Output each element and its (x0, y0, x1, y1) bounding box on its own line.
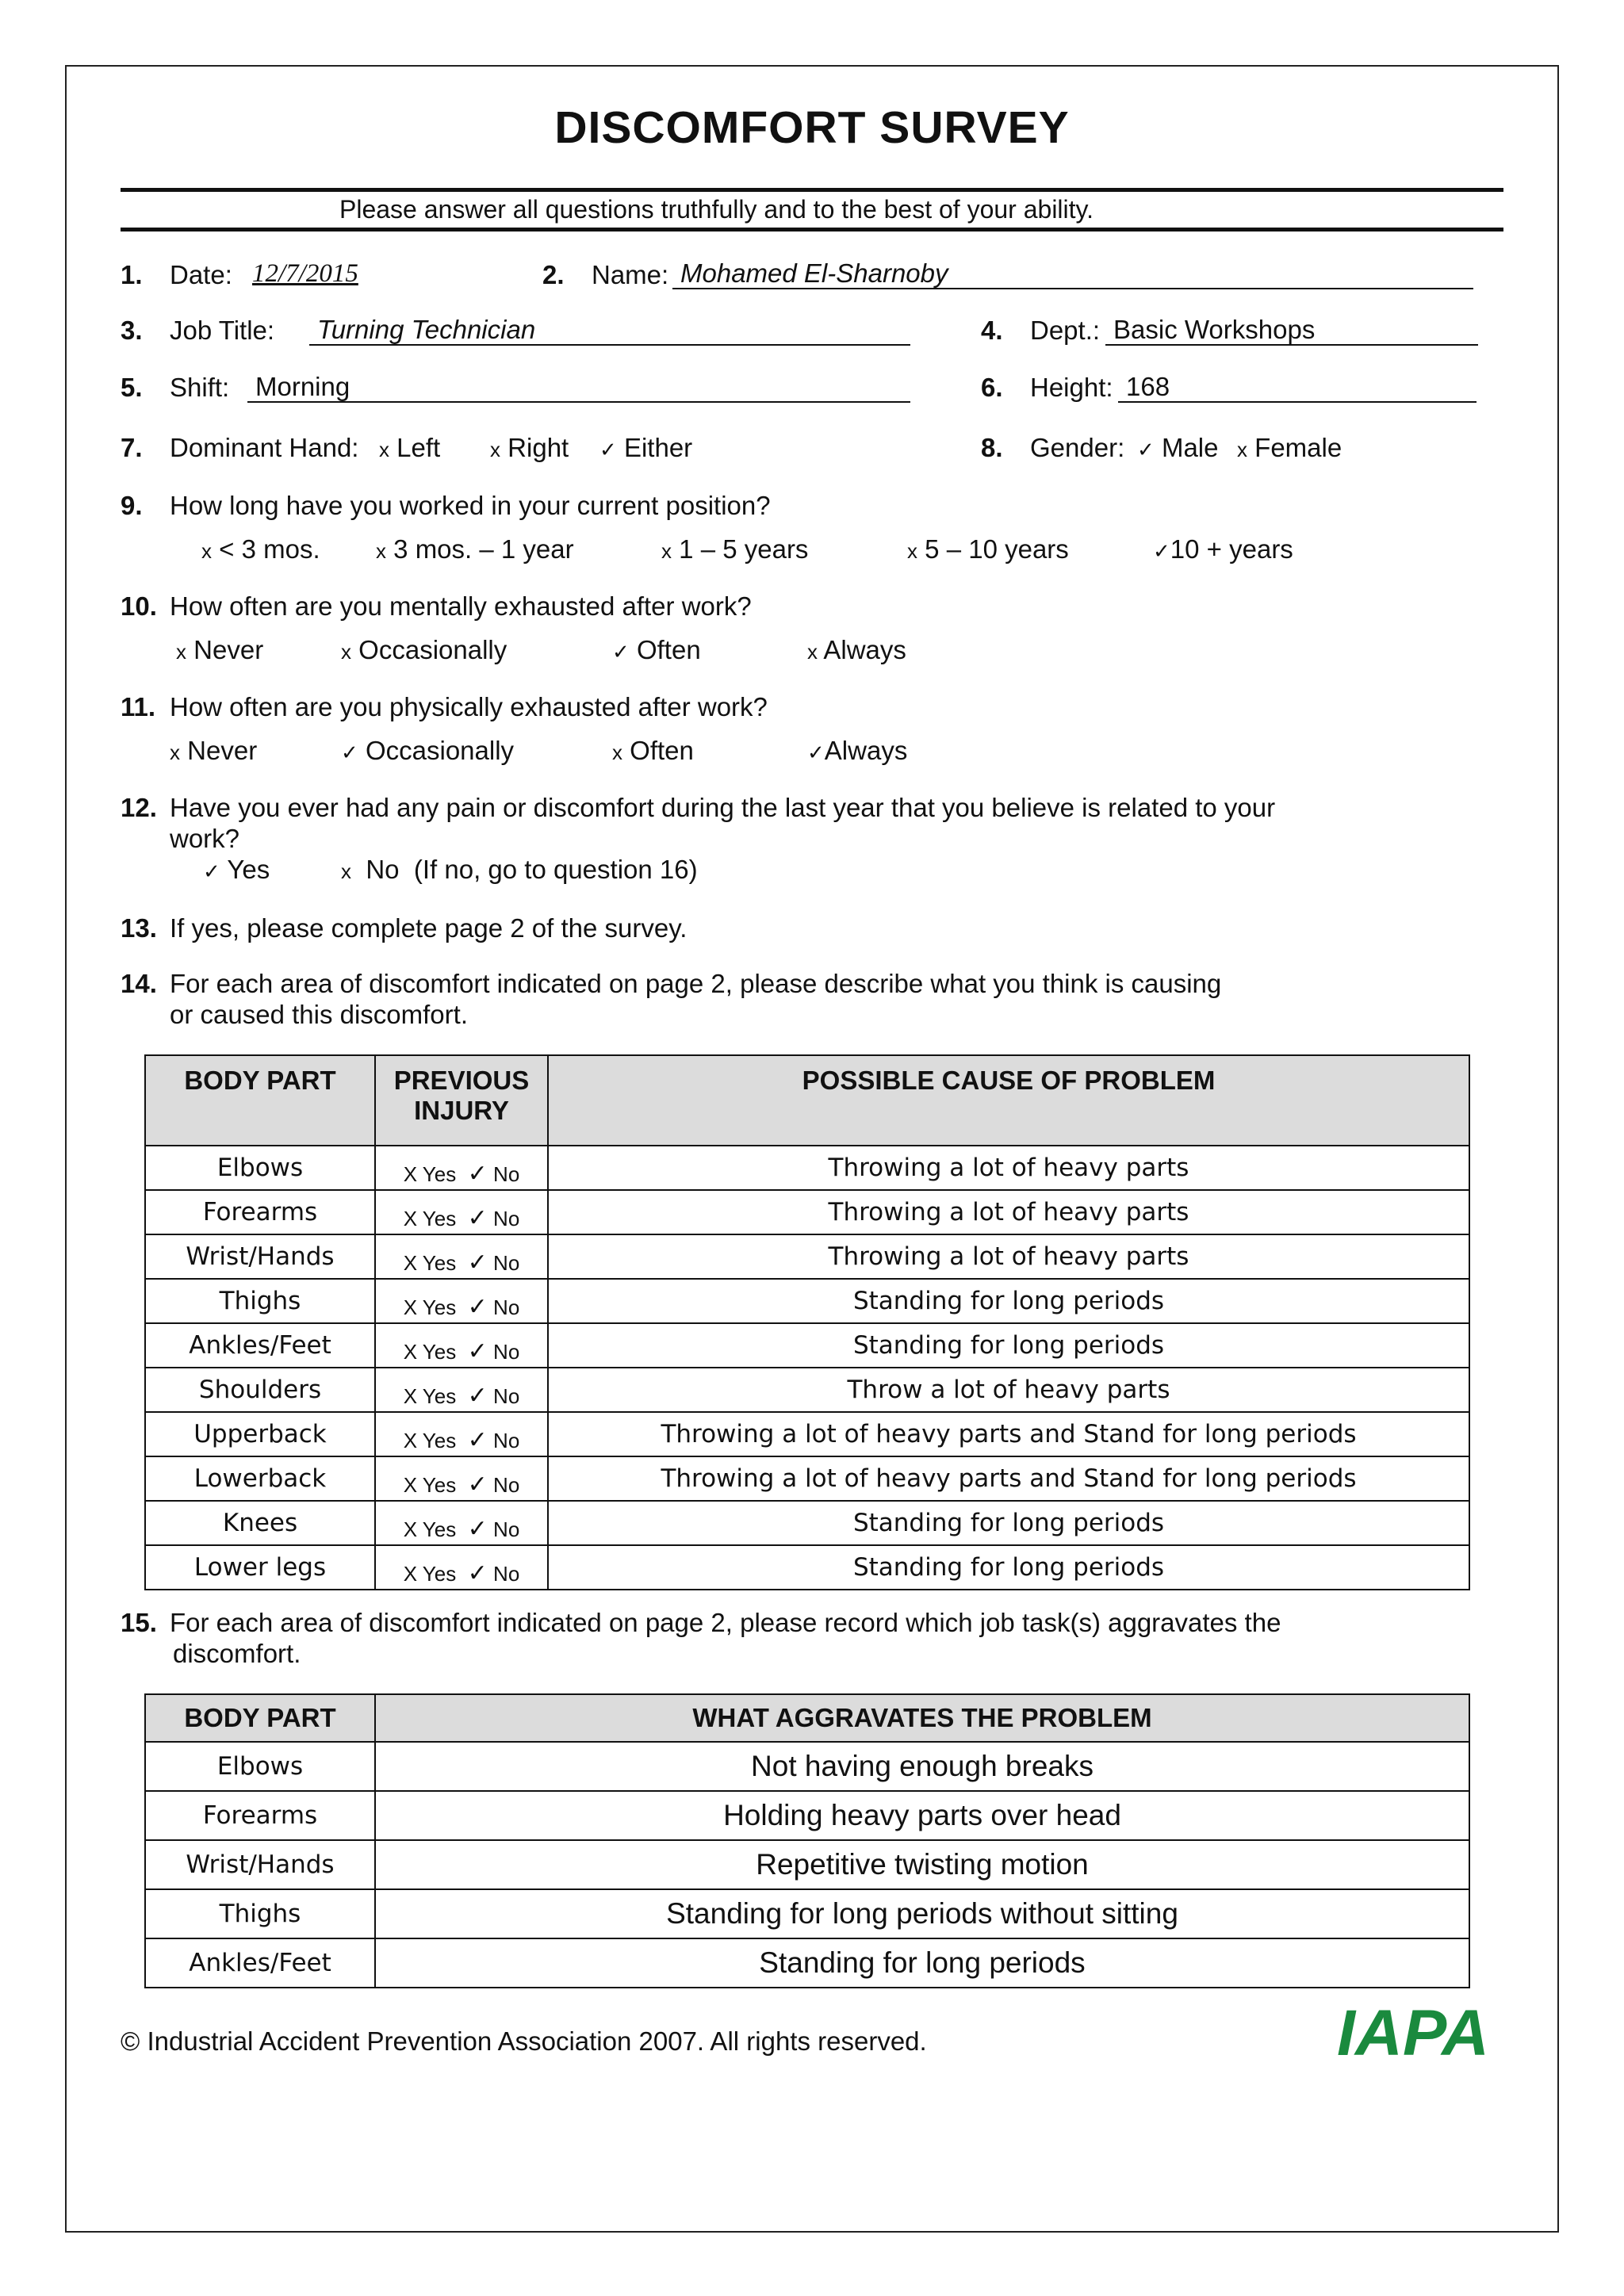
possible-cause-cell: Standing for long periods (548, 1323, 1469, 1368)
body-part-cell: Thighs (145, 1889, 375, 1938)
instructions: Please answer all questions truthfully and to the best of your ability. (339, 195, 1094, 224)
q2-label: 2. Name: (542, 260, 669, 289)
table-row (145, 1742, 1469, 1791)
previous-injury-cell[interactable] (375, 1545, 548, 1590)
yes-label: Yes (422, 1384, 457, 1408)
table-row (145, 1840, 1469, 1889)
q3-label: 3. Job Title: (121, 316, 275, 345)
cause-table-header (145, 1055, 1469, 1146)
previous-injury-cell[interactable] (375, 1501, 548, 1545)
no-label: No (493, 1473, 520, 1497)
svg-text:IAPA: IAPA (1337, 2001, 1489, 2064)
bottom-rule (121, 228, 1503, 232)
aggravation-table (144, 1693, 1470, 1988)
aggravation-table-header (145, 1694, 1469, 1742)
header-possible-cause: POSSIBLE CAUSE OF PROBLEM (548, 1055, 1469, 1146)
q12-label: 12. Have you ever had any pain or discomfort during the last year that you believe is related to your (121, 793, 1276, 822)
body-part-cell: Wrist/Hands (145, 1234, 375, 1279)
q15-label: 15. For each area of discomfort indicated on page 2, please record which job task(s) aggravates the (121, 1608, 1281, 1637)
yes-mark: X (403, 1384, 418, 1408)
physical-option-never[interactable]: x Never (170, 736, 258, 765)
dept-field[interactable]: Basic Workshops (1105, 314, 1478, 346)
body-part-cell: Elbows (145, 1742, 375, 1791)
body-part-cell: Upperback (145, 1412, 375, 1456)
no-label: No (493, 1517, 520, 1541)
possible-cause-cell: Standing for long periods (548, 1501, 1469, 1545)
body-part-cell: Elbows (145, 1146, 375, 1190)
yes-label: Yes (422, 1429, 457, 1452)
q14-label-cont: or caused this discomfort. (170, 1000, 468, 1029)
q12-label-cont: work? (170, 824, 240, 853)
no-label: No (493, 1340, 520, 1364)
yes-mark: X (403, 1207, 418, 1230)
no-label: No (493, 1295, 520, 1319)
table-row (145, 1190, 1469, 1234)
copyright-footer: © Industrial Accident Prevention Association 2007. All rights reserved. (121, 2026, 927, 2056)
no-mark: ✓ (467, 1294, 488, 1320)
table-row (145, 1368, 1469, 1412)
q5-label: 5. Shift: (121, 373, 230, 402)
q14-label: 14. For each area of discomfort indicated on page 2, please describe what you think is causing (121, 969, 1222, 998)
yes-label: Yes (422, 1295, 457, 1319)
table-row (145, 1279, 1469, 1323)
table-row (145, 1889, 1469, 1938)
no-mark: ✓ (467, 1161, 488, 1187)
yes-label: Yes (422, 1517, 457, 1541)
previous-injury-cell[interactable] (375, 1323, 548, 1368)
yes-mark: X (403, 1340, 418, 1364)
no-mark: ✓ (467, 1249, 488, 1276)
yes-label: Yes (422, 1340, 457, 1364)
page-title: DISCOMFORT SURVEY (554, 102, 1070, 153)
body-part-cell: Ankles/Feet (145, 1323, 375, 1368)
pain-option-no[interactable]: x No (If no, go to question 16) (341, 855, 698, 884)
previous-injury-cell[interactable] (375, 1412, 548, 1456)
physical-option-often[interactable]: x Often (612, 736, 694, 765)
top-rule (121, 188, 1503, 192)
date-field[interactable]: 12/7/2015 (252, 259, 358, 288)
aggravates-cell: Standing for long periods (375, 1938, 1469, 1988)
aggravates-cell: Standing for long periods without sitting (375, 1889, 1469, 1938)
table-row (145, 1938, 1469, 1988)
name-field[interactable]: Mohamed El-Sharnoby (672, 258, 1473, 289)
header-body-part: BODY PART (145, 1055, 375, 1146)
mental-option-never[interactable]: x Never (176, 635, 264, 664)
possible-cause-cell: Throwing a lot of heavy parts (548, 1190, 1469, 1234)
possible-cause-cell: Standing for long periods (548, 1279, 1469, 1323)
yes-mark: X (403, 1429, 418, 1452)
tenure-option-5[interactable]: ✓10 + years (1153, 534, 1293, 564)
body-part-cell: Forearms (145, 1190, 375, 1234)
table-row (145, 1545, 1469, 1590)
q4-label: 4. Dept.: (981, 316, 1101, 345)
yes-label: Yes (422, 1162, 457, 1186)
tenure-option-3[interactable]: x 1 – 5 years (661, 534, 809, 564)
no-label: No (493, 1207, 520, 1230)
possible-cause-cell: Throwing a lot of heavy parts and Stand for long periods (548, 1456, 1469, 1501)
yes-label: Yes (422, 1473, 457, 1497)
body-part-cell: Ankles/Feet (145, 1938, 375, 1988)
no-mark: ✓ (467, 1516, 488, 1542)
no-label: No (493, 1384, 520, 1408)
hand-option-left[interactable]: x Left (379, 433, 441, 462)
table-row (145, 1501, 1469, 1545)
body-part-cell: Forearms (145, 1791, 375, 1840)
yes-mark: X (403, 1162, 418, 1186)
table-row (145, 1323, 1469, 1368)
header-aggravates: WHAT AGGRAVATES THE PROBLEM (375, 1694, 1469, 1742)
mental-option-often[interactable]: ✓ Often (612, 635, 701, 664)
iapa-logo (1334, 2001, 1492, 2064)
yes-mark: X (403, 1251, 418, 1275)
q1-label: 1. Date: (121, 260, 232, 289)
q8-label: 8. Gender: (981, 433, 1125, 462)
hand-option-either[interactable]: ✓ Either (599, 433, 693, 462)
yes-label: Yes (422, 1562, 457, 1586)
no-mark: ✓ (467, 1338, 488, 1364)
no-label: No (493, 1429, 520, 1452)
q10-label: 10. How often are you mentally exhausted after work? (121, 591, 752, 621)
header-previous-injury: PREVIOUS INJURY (375, 1055, 548, 1146)
table-row (145, 1456, 1469, 1501)
possible-cause-cell: Throw a lot of heavy parts (548, 1368, 1469, 1412)
previous-injury-cell[interactable] (375, 1279, 548, 1323)
mental-option-occasionally[interactable]: x Occasionally (341, 635, 508, 664)
yes-mark: X (403, 1562, 418, 1586)
table-row (145, 1234, 1469, 1279)
no-mark: ✓ (467, 1471, 488, 1498)
cause-table (144, 1054, 1470, 1590)
q15-label-cont: discomfort. (173, 1639, 301, 1668)
body-part-cell: Lowerback (145, 1456, 375, 1501)
previous-injury-cell[interactable] (375, 1368, 548, 1412)
possible-cause-cell: Throwing a lot of heavy parts (548, 1146, 1469, 1190)
yes-mark: X (403, 1473, 418, 1497)
no-mark: ✓ (467, 1560, 488, 1586)
yes-label: Yes (422, 1207, 457, 1230)
yes-label: Yes (422, 1251, 457, 1275)
shift-field[interactable]: Morning (247, 371, 910, 403)
tenure-option-4[interactable]: x 5 – 10 years (907, 534, 1069, 564)
height-field[interactable]: 168 (1118, 371, 1477, 403)
body-part-cell: Thighs (145, 1279, 375, 1323)
no-mark: ✓ (467, 1383, 488, 1409)
possible-cause-cell: Standing for long periods (548, 1545, 1469, 1590)
header-body-part-2: BODY PART (145, 1694, 375, 1742)
physical-option-always[interactable]: ✓Always (807, 736, 908, 765)
mental-option-always[interactable]: x Always (807, 635, 906, 664)
possible-cause-cell: Throwing a lot of heavy parts (548, 1234, 1469, 1279)
aggravates-cell: Not having enough breaks (375, 1742, 1469, 1791)
no-label: No (493, 1162, 520, 1186)
tenure-option-1[interactable]: x < 3 mos. (201, 534, 320, 564)
yes-mark: X (403, 1517, 418, 1541)
aggravates-cell: Holding heavy parts over head (375, 1791, 1469, 1840)
job-title-field[interactable]: Turning Technician (309, 314, 910, 346)
no-mark: ✓ (467, 1205, 488, 1231)
q11-label: 11. How often are you physically exhausted after work? (121, 692, 768, 721)
hand-option-right[interactable]: x Right (490, 433, 569, 462)
body-part-cell: Shoulders (145, 1368, 375, 1412)
q7-label: 7. Dominant Hand: (121, 433, 359, 462)
tenure-option-2[interactable]: x 3 mos. – 1 year (376, 534, 574, 564)
q6-label: 6. Height: (981, 373, 1113, 402)
gender-option-male[interactable]: ✓ Male (1137, 433, 1219, 462)
possible-cause-cell: Throwing a lot of heavy parts and Stand for long periods (548, 1412, 1469, 1456)
aggravates-cell: Repetitive twisting motion (375, 1840, 1469, 1889)
yes-mark: X (403, 1295, 418, 1319)
previous-injury-cell[interactable] (375, 1456, 548, 1501)
no-mark: ✓ (467, 1427, 488, 1453)
no-label: No (493, 1562, 520, 1586)
physical-option-occasionally[interactable]: ✓ Occasionally (341, 736, 515, 765)
no-label: No (493, 1251, 520, 1275)
q9-label: 9. How long have you worked in your current position? (121, 491, 771, 520)
body-part-cell: Knees (145, 1501, 375, 1545)
previous-injury-cell[interactable] (375, 1234, 548, 1279)
table-row (145, 1791, 1469, 1840)
table-row (145, 1146, 1469, 1190)
body-part-cell: Wrist/Hands (145, 1840, 375, 1889)
previous-injury-cell[interactable] (375, 1146, 548, 1190)
pain-option-yes[interactable]: ✓ Yes (203, 855, 270, 884)
table-row (145, 1412, 1469, 1456)
previous-injury-cell[interactable] (375, 1190, 548, 1234)
gender-option-female[interactable]: x Female (1237, 433, 1342, 462)
q13-label: 13. If yes, please complete page 2 of the survey. (121, 913, 688, 943)
body-part-cell: Lower legs (145, 1545, 375, 1590)
